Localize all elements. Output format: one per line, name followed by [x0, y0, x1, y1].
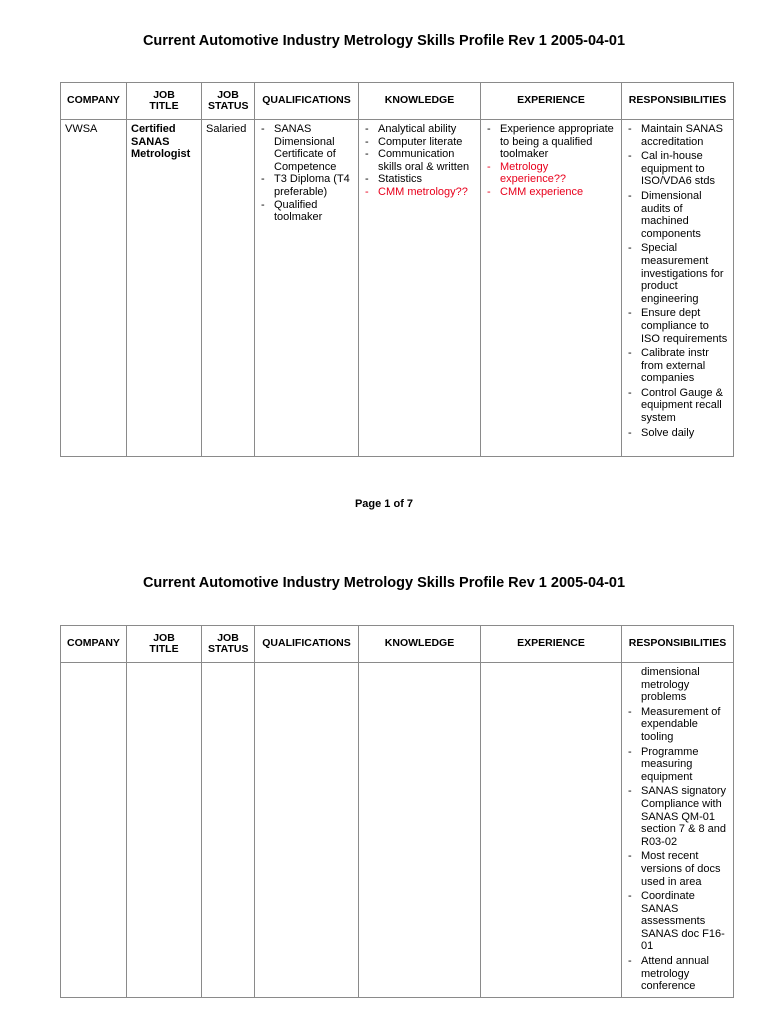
list-item: - Solve daily	[626, 427, 729, 440]
header-experience: EXPERIENCE	[481, 626, 622, 663]
experience-list	[485, 123, 617, 199]
cell-knowledge	[359, 120, 481, 457]
header-company: COMPANY	[61, 83, 127, 120]
document-title-page2: Current Automotive Industry Metrology Skills Profile Rev 1 2005-04-01	[142, 575, 626, 591]
cell-job-title: Certified SANAS Metrologist	[127, 120, 202, 457]
list-item: - T3 Diploma (T4 preferable)	[259, 173, 354, 198]
cell-qualifications	[255, 663, 359, 998]
cell-qualifications	[255, 120, 359, 457]
header-responsibilities: RESPONSIBILITIES	[622, 83, 734, 120]
list-item: - Ensure dept compliance to ISO requirements	[626, 307, 729, 345]
cell-experience	[481, 120, 622, 457]
list-item: - CMM metrology??	[363, 186, 476, 199]
header-job-status	[202, 626, 255, 663]
header-experience: EXPERIENCE	[481, 83, 622, 120]
list-item: - Calibrate instr from external companies	[626, 347, 729, 385]
list-item: - Communication skills oral & written	[363, 148, 476, 173]
header-job-title-text: JOB TITLE	[149, 631, 179, 655]
skills-table-page2	[60, 625, 734, 998]
list-item: - Statistics	[363, 173, 476, 186]
list-item: - Most recent versions of docs used in area	[626, 850, 729, 888]
list-item: - Programme measuring equipment	[626, 746, 729, 784]
header-job-status-text: JOB STATUS	[208, 631, 249, 655]
cell-knowledge	[359, 663, 481, 998]
list-item: - Coordinate SANAS assessments SANAS doc F16-01	[626, 890, 729, 953]
skills-table-page1	[60, 82, 734, 457]
header-job-title	[127, 83, 202, 120]
list-item: - Cal in-house equipment to ISO/VDA6 stds	[626, 150, 729, 188]
knowledge-list	[363, 123, 476, 199]
qualifications-list	[259, 123, 354, 224]
table-row	[61, 120, 734, 457]
list-item: - Analytical ability	[363, 123, 476, 136]
header-job-title-text: JOB TITLE	[149, 88, 179, 112]
table-row	[61, 663, 734, 998]
cell-job-status	[202, 663, 255, 998]
responsibilities-list	[626, 123, 729, 439]
table-header-row	[61, 83, 734, 120]
header-qualifications: QUALIFICATIONS	[255, 83, 359, 120]
list-item: - SANAS Dimensional Certificate of Competence	[259, 123, 354, 173]
list-item: - SANAS signatory Compliance with SANAS QM-01 section 7 & 8 and R03-02	[626, 785, 729, 848]
cell-company: VWSA	[61, 120, 127, 457]
page-number: Page 1 of 7	[354, 498, 414, 510]
list-item: - Attend annual metrology conference	[626, 955, 729, 993]
list-item: - Metrology experience??	[485, 161, 617, 186]
list-item: - Experience appropriate to being a qualified toolmaker	[485, 123, 617, 161]
header-job-title	[127, 626, 202, 663]
list-item: - Dimensional audits of machined components	[626, 190, 729, 240]
table-header-row	[61, 626, 734, 663]
list-item: - Measurement of expendable tooling	[626, 706, 729, 744]
header-responsibilities: RESPONSIBILITIES	[622, 626, 734, 663]
list-item: - Qualified toolmaker	[259, 199, 354, 224]
cell-job-title	[127, 663, 202, 998]
cell-responsibilities	[622, 663, 734, 998]
document-title: Current Automotive Industry Metrology Skills Profile Rev 1 2005-04-01	[142, 33, 626, 49]
list-item: - Special measurement investigations for product engineering	[626, 242, 729, 305]
header-knowledge: KNOWLEDGE	[359, 626, 481, 663]
responsibilities-list	[626, 706, 729, 993]
cell-company	[61, 663, 127, 998]
header-job-status	[202, 83, 255, 120]
header-company: COMPANY	[61, 626, 127, 663]
list-item: - Control Gauge & equipment recall system	[626, 387, 729, 425]
list-item: - CMM experience	[485, 186, 617, 199]
cell-responsibilities	[622, 120, 734, 457]
cell-job-status: Salaried	[202, 120, 255, 457]
list-item: - Maintain SANAS accreditation	[626, 123, 729, 148]
header-knowledge: KNOWLEDGE	[359, 83, 481, 120]
header-job-status-text: JOB STATUS	[208, 88, 249, 112]
responsibility-continuation: dimensional metrology problems	[641, 666, 700, 704]
header-qualifications: QUALIFICATIONS	[255, 626, 359, 663]
cell-experience	[481, 663, 622, 998]
list-item: - Computer literate	[363, 136, 476, 149]
